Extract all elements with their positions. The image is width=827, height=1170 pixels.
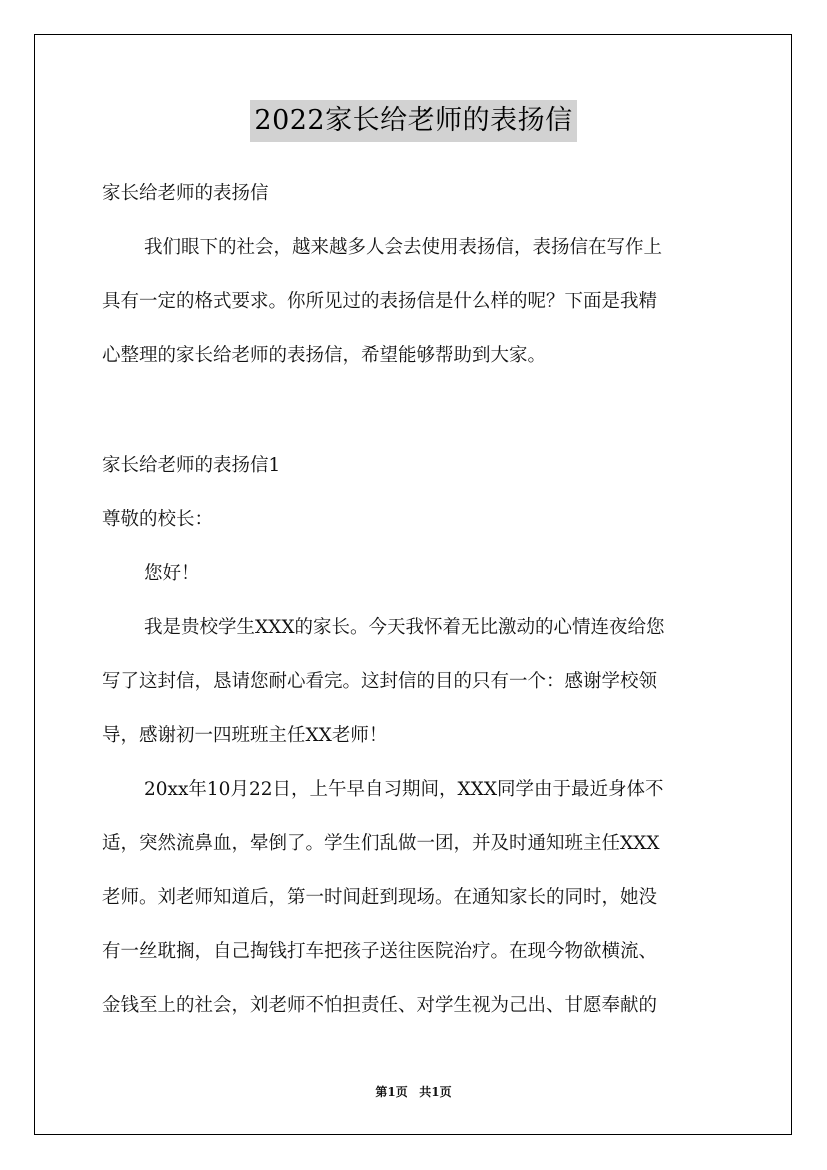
- page-footer: [0, 1084, 827, 1100]
- paragraph2-line-3: 老师。刘老师知道后，第一时间赶到现场。在通知家长的同时，她没: [102, 887, 658, 908]
- salutation: 尊敬的校长：: [102, 509, 214, 530]
- intro-line-1: 我们眼下的社会，越来越多人会去使用表扬信，表扬信在写作上: [144, 237, 663, 258]
- intro-line-3: 心整理的家长给老师的表扬信，希望能够帮助到大家。: [102, 345, 547, 366]
- paragraph1-line-2: 写了这封信，恳请您耐心看完。这封信的目的只有一个：感谢学校领: [102, 671, 658, 692]
- paragraph2-line-4: 有一丝耽搁，自己掏钱打车把孩子送往医院治疗。在现今物欲横流、: [102, 941, 658, 962]
- document-title: 2022家长给老师的表扬信: [250, 100, 576, 142]
- paragraph2-line-2: 适，突然流鼻血，晕倒了。学生们乱做一团，并及时通知班主任XXX: [102, 833, 660, 854]
- greeting: 您好！: [144, 563, 200, 584]
- intro-line-2: 具有一定的格式要求。你所见过的表扬信是什么样的呢？下面是我精: [102, 291, 658, 312]
- paragraph1-line-3: 导，感谢初一四班班主任XX老师！: [102, 725, 388, 746]
- title-container: [0, 100, 827, 142]
- page-number: 第1页: [375, 1085, 408, 1099]
- page-total: 共1页: [419, 1085, 452, 1099]
- paragraph2-line-1: 20xx年10月22日，上午早自习期间，XXX同学由于最近身体不: [144, 779, 664, 800]
- document-subtitle: 家长给老师的表扬信: [102, 183, 269, 204]
- paragraph1-line-1: 我是贵校学生XXX的家长。今天我怀着无比激动的心情连夜给您: [144, 617, 665, 638]
- section-heading: 家长给老师的表扬信1: [102, 455, 281, 476]
- paragraph2-line-5: 金钱至上的社会，刘老师不怕担责任、对学生视为己出、甘愿奉献的: [102, 995, 658, 1016]
